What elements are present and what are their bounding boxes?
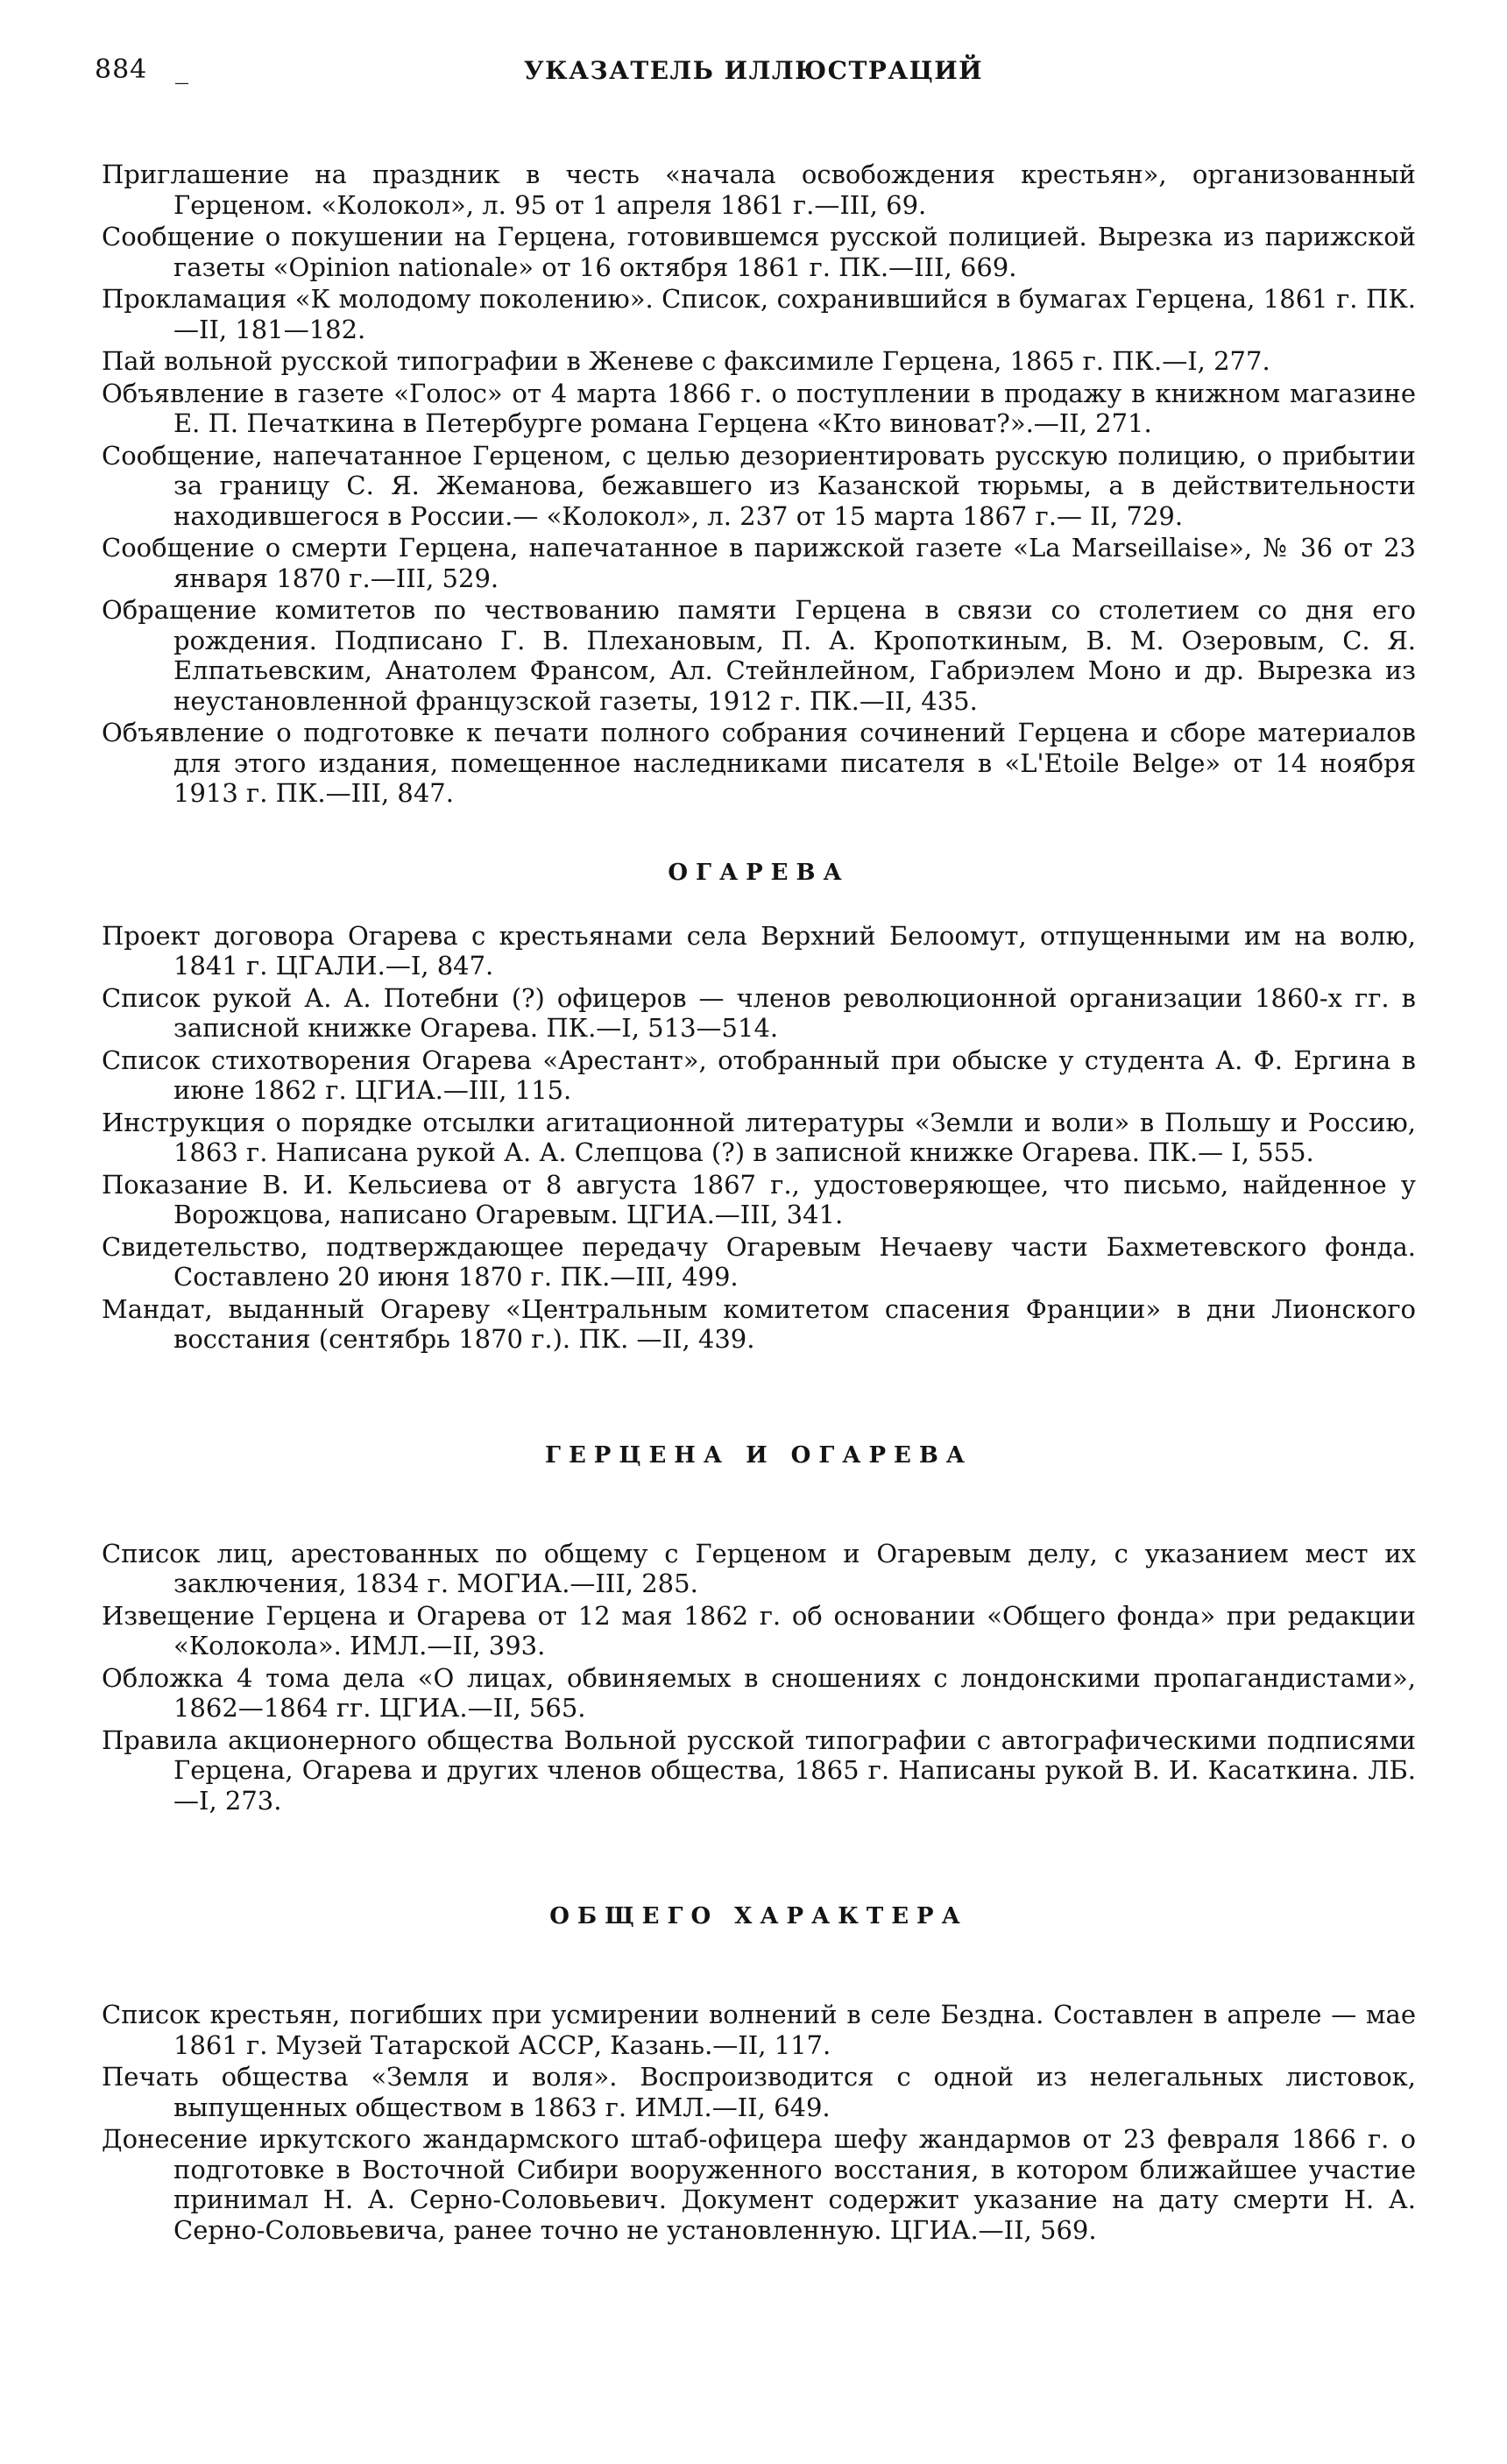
index-entry: Список рукой А. А. Потебни (?) офицеров — членов революционной организации 1860-х гг. в записной книжке Огарева. ПК.—I, 513—514. [102,982,1416,1043]
running-title: УКАЗАТЕЛЬ ИЛЛЮСТРАЦИЙ [523,56,984,85]
index-entry: Сообщение о покушении на Герцена, готовившемся русской полицией. Вырезка из парижской газеты «Opinion nationale» от 16 октября 1861 г. ПК.—III, 669. [102,222,1416,282]
index-content [102,159,1416,2245]
running-header [0,54,1507,89]
index-entry: Объявление о подготовке к печати полного собрания сочинений Герцена и сборе материалов для этого издания, помещенное наследниками писателя в «L'Etoile Belge» от 14 ноября 1913 г. ПК.—III, 847. [102,718,1416,808]
section-general [102,1903,1416,2245]
section-heading-herzen-and-ogarev: ГЕРЦЕНА И ОГАРЕВА [545,1441,973,1469]
index-entry: Объявление в газете «Голос» от 4 марта 1866 г. о поступлении в продажу в книжном магазине Е. П. Печаткина в Петербурге романа Герцена «Кто виноват?».—II, 271. [102,378,1416,438]
index-entry: Список крестьян, погибших при усмирении волнений в селе Бездна. Составлен в апреле — мае 1861 г. Музей Татарской АССР, Казань.—II, 117. [102,2000,1416,2060]
index-entry: Мандат, выданный Огареву «Центральным комитетом спасения Франции» в дни Лионского восстания (сентябрь 1870 г.). ПК. —II, 439. [102,1293,1416,1354]
section-heading-general: ОБЩЕГО ХАРАКТЕРА [549,1903,968,1929]
index-entry: Сообщение о смерти Герцена, напечатанное в парижской газете «La Marseillaise», № 36 от 23 января 1870 г.—III, 529. [102,533,1416,593]
index-entry: Показание В. И. Кельсиева от 8 августа 1867 г., удостоверяющее, что письмо, найденное у Ворожцова, написано Огаревым. ЦГИА.—III, 341. [102,1169,1416,1229]
index-entry: Донесение иркутского жандармского штаб-офицера шефу жандармов от 23 февраля 1866 г. о подготовке в Восточной Сибири вооруженного восстания, в котором ближайшее участие принимал Н. А. Серно-Соловьевич. Документ содержит указание на дату смерти Н. А. Серно-Соловьевича, ранее точно не установленную. ЦГИА.—II, 569. [102,2124,1416,2245]
index-entry: Обложка 4 тома дела «О лицах, обвиняемых в сношениях с лондонскими пропагандистами», 1862—1864 гг. ЦГИА.—II, 565. [102,1662,1416,1723]
section-ogarev [102,860,1416,1355]
index-entry: Свидетельство, подтверждающее передачу Огаревым Нечаеву части Бахметевского фонда. Составлено 20 июня 1870 г. ПК.—III, 499. [102,1231,1416,1292]
page-number: 884 [95,54,148,85]
index-entry: Список стихотворения Огарева «Арестант», отобранный при обыске у студента А. Ф. Ергина в июне 1862 г. ЦГИА.—III, 115. [102,1044,1416,1105]
index-entry: Проект договора Огарева с крестьянами села Верхний Белоомут, отпущенными им на волю, 1841 г. ЦГАЛИ.—I, 847. [102,920,1416,981]
index-entry: Прокламация «К молодому поколению». Список, сохранившийся в бумагах Герцена, 1861 г. ПК.—II, 181—182. [102,284,1416,344]
index-entry: Сообщение, напечатанное Герценом, с целью дезориентировать русскую полицию, о прибытии за границу С. Я. Жеманова, бежавшего из Казанской тюрьмы, а в действительности находившегося в России.— «Колокол», л. 237 от 15 марта 1867 г.— II, 729. [102,440,1416,531]
index-entry: Обращение комитетов по чествованию памяти Герцена в связи со столетием со дня его рождения. Подписано Г. В. Плехановым, П. А. Кропоткиным, В. М. Озеровым, С. Я. Елпатьевским, Анатолем Франсом, Ал. Стейнлейном, Габриэлем Моно и др. Вырезка из неустановленной французской газеты, 1912 г. ПК.—II, 435. [102,595,1416,716]
index-entry: Пай вольной русской типографии в Женеве с факсимиле Герцена, 1865 г. ПК.—I, 277. [102,346,1270,376]
index-entry: Печать общества «Земля и воля». Воспроизводится с одной из нелегальных листовок, выпущенных обществом в 1863 г. ИМЛ.—II, 649. [102,2062,1416,2122]
section-heading-ogarev: ОГАРЕВА [668,859,850,886]
header-dash: _ [175,54,188,85]
index-entry: Правила акционерного общества Вольной русской типографии с автографическими подписями Герцена, Огарева и других членов общества, 1865 г. Написаны рукой В. И. Касаткина. ЛБ.—I, 273. [102,1724,1416,1816]
section-herzen [102,159,1416,809]
index-entry: Извещение Герцена и Огарева от 12 мая 1862 г. об основании «Общего фонда» при редакции «Колокола». ИМЛ.—II, 393. [102,1600,1416,1660]
section-herzen-and-ogarev [102,1442,1416,1816]
index-entry: Инструкция о порядке отсылки агитационной литературы «Земли и воли» в Польшу и Россию, 1863 г. Написана рукой А. А. Слепцова (?) в записной книжке Огарева. ПК.— I, 555. [102,1107,1416,1167]
index-entry: Список лиц, арестованных по общему с Герценом и Огаревым делу, с указанием мест их заключения, 1834 г. МОГИА.—III, 285. [102,1538,1416,1598]
index-entry: Приглашение на праздник в честь «начала освобождения крестьян», организованный Герценом. «Колокол», л. 95 от 1 апреля 1861 г.—III, 69. [102,159,1416,220]
